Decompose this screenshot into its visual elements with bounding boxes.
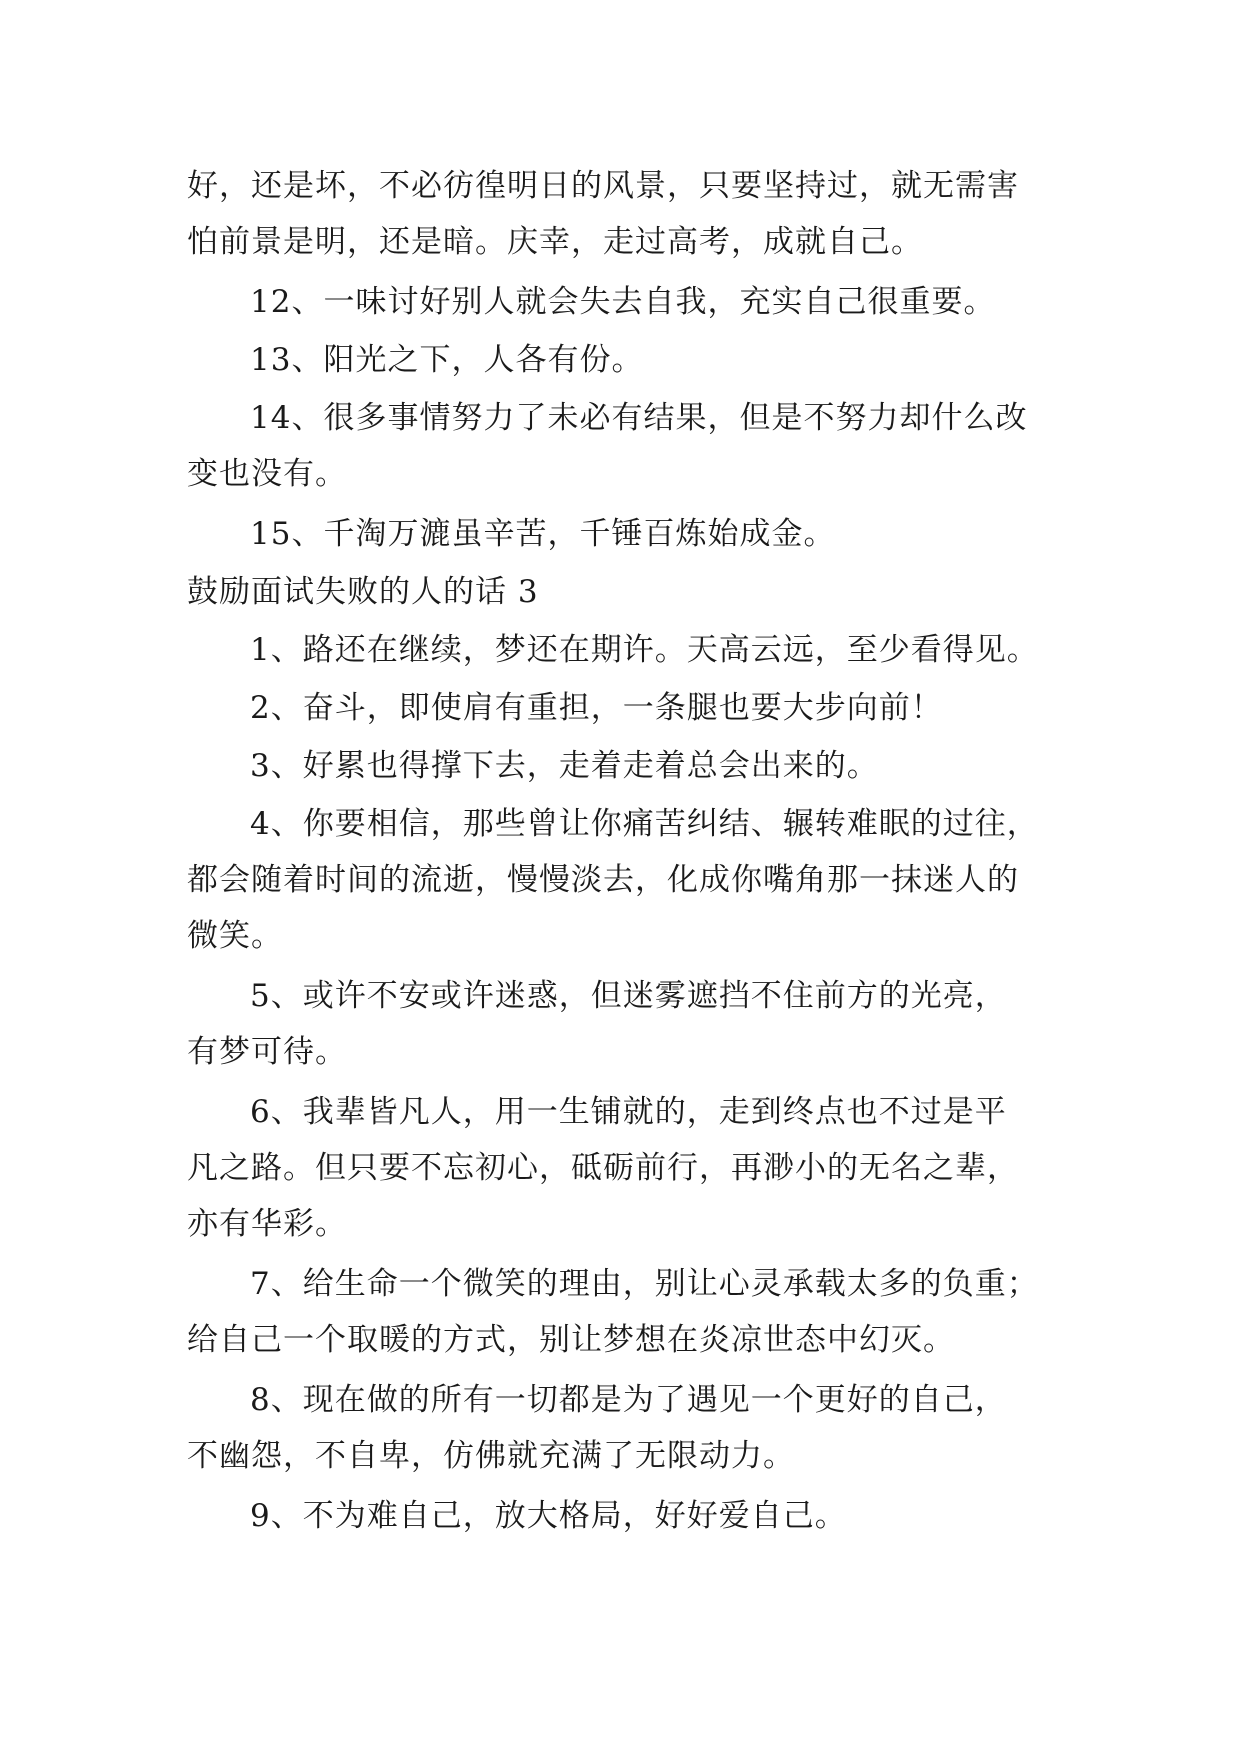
list-item-2: 2、奋斗，即使肩有重担，一条腿也要大步向前！ <box>250 690 943 726</box>
list-item-1: 1、路还在继续，梦还在期许。天高云远，至少看得见。 <box>250 632 1039 668</box>
text-line: 凡之路。但只要不忘初心，砥砺前行，再渺小的无名之辈， <box>187 1150 1019 1186</box>
text-line: 都会随着时间的流逝，慢慢淡去，化成你嘴角那一抹迷人的 <box>187 862 1019 898</box>
text-line: 微笑。 <box>187 918 283 954</box>
text-line: 亦有华彩。 <box>187 1206 347 1242</box>
list-item-15: 15、千淘万漉虽辛苦，千锤百炼始成金。 <box>250 516 836 552</box>
list-item-6: 6、我辈皆凡人，用一生铺就的，走到终点也不过是平 <box>250 1094 1007 1130</box>
list-item-8: 8、现在做的所有一切都是为了遇见一个更好的自己， <box>250 1382 1007 1418</box>
list-item-14: 14、很多事情努力了未必有结果，但是不努力却什么改 <box>250 400 1028 436</box>
list-item-5: 5、或许不安或许迷惑，但迷雾遮挡不住前方的光亮， <box>250 978 1007 1014</box>
list-item-13: 13、阳光之下，人各有份。 <box>250 342 644 378</box>
list-item-12: 12、一味讨好别人就会失去自我，充实自己很重要。 <box>250 284 996 320</box>
text-line: 怕前景是明，还是暗。庆幸，走过高考，成就自己。 <box>187 224 923 260</box>
text-line: 好，还是坏，不必彷徨明日的风景，只要坚持过，就无需害 <box>187 168 1019 204</box>
list-item-9: 9、不为难自己，放大格局，好好爱自己。 <box>250 1498 847 1534</box>
text-line: 变也没有。 <box>187 456 347 492</box>
text-line: 不幽怨，不自卑，仿佛就充满了无限动力。 <box>187 1438 795 1474</box>
text-line: 有梦可待。 <box>187 1034 347 1070</box>
list-item-4: 4、你要相信，那些曾让你痛苦纠结、辗转难眠的过往， <box>250 806 1039 842</box>
text-line: 给自己一个取暖的方式，别让梦想在炎凉世态中幻灭。 <box>187 1322 955 1358</box>
list-item-7: 7、给生命一个微笑的理由，别让心灵承载太多的负重； <box>250 1266 1039 1302</box>
section-heading: 鼓励面试失败的人的话 3 <box>187 574 539 610</box>
list-item-3: 3、好累也得撑下去，走着走着总会出来的。 <box>250 748 879 784</box>
